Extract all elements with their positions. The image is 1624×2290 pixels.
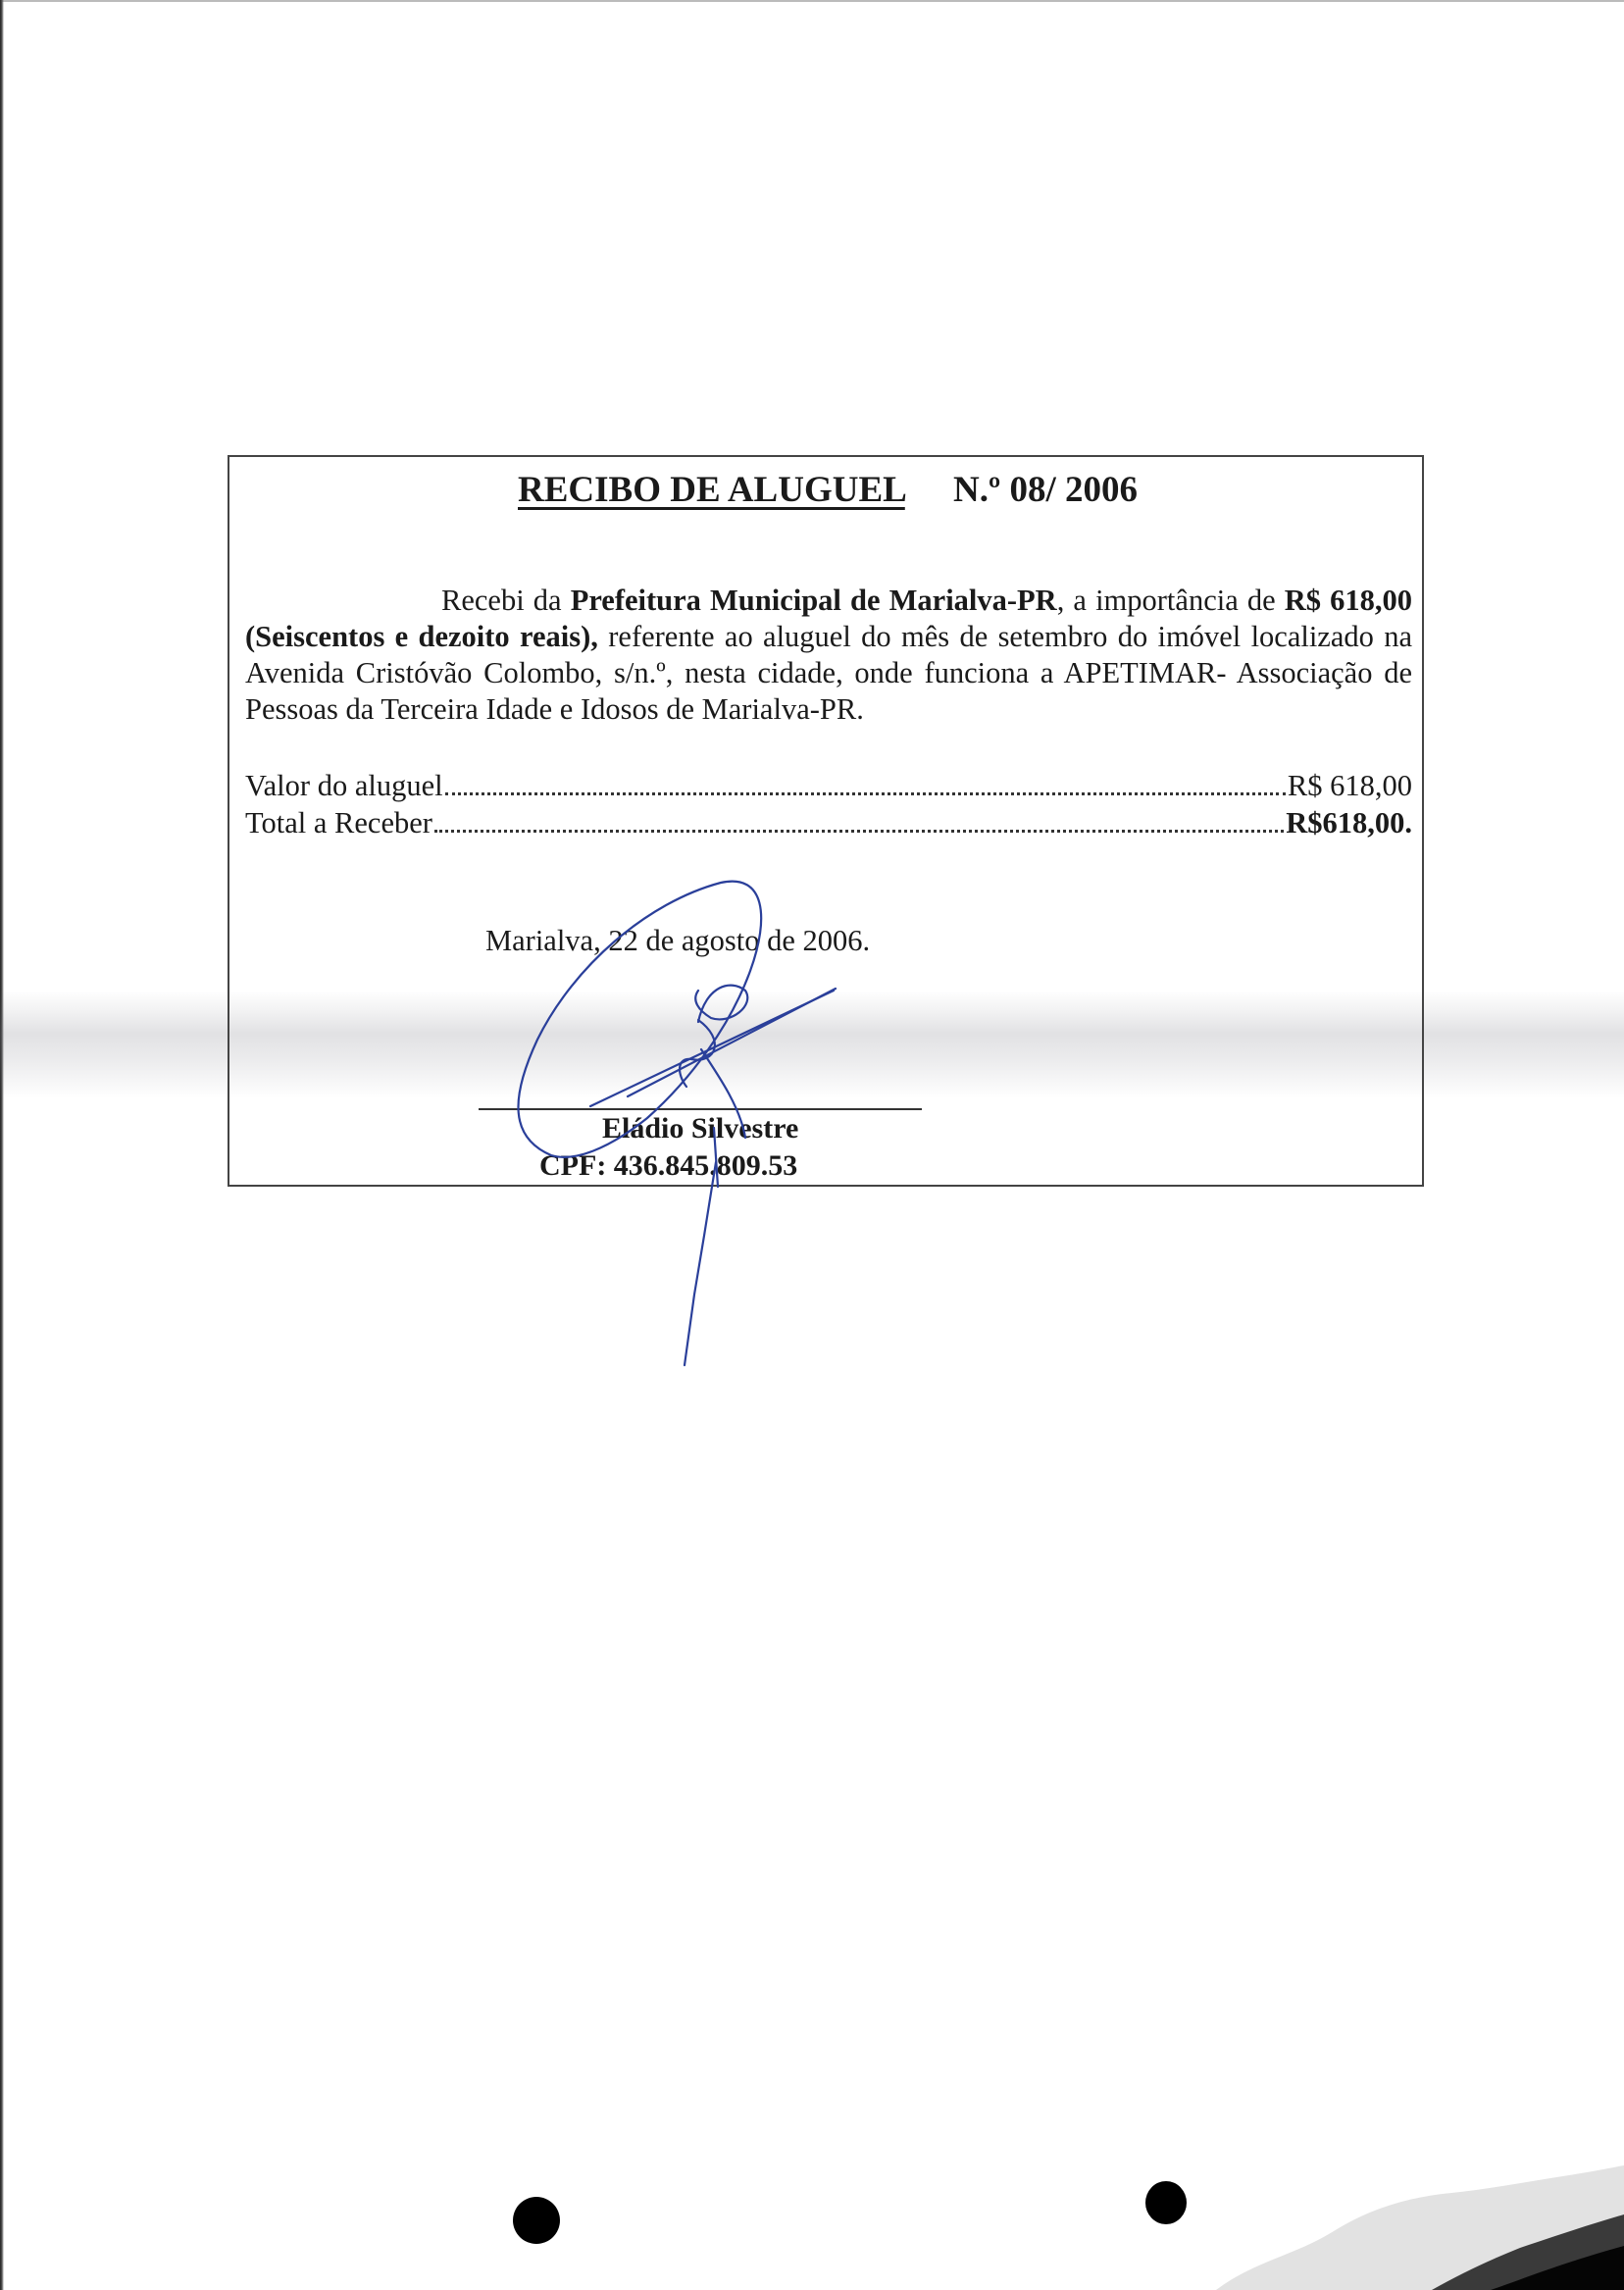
amount-in-words: R$ 618,00 (Seiscentos e dezoito reais), <box>245 584 1413 653</box>
punch-hole-left <box>513 2197 560 2244</box>
total-amount: R$618,00. <box>1286 806 1412 840</box>
total-label: Total a Receber <box>245 806 432 840</box>
place-date: Marialva, 22 de agosto de 2006. <box>485 924 871 957</box>
signer-cpf: CPF: 436.845.809.53 <box>539 1149 798 1182</box>
punch-hole-right <box>1145 2181 1187 2224</box>
receipt-title-text: RECIBO DE ALUGUEL <box>518 470 905 510</box>
body-lead: Recebi da <box>441 584 571 617</box>
rent-value-amount: R$ 618,00 <box>1287 769 1412 802</box>
receipt-number: N.º 08/ 2006 <box>953 470 1138 510</box>
body-rest: referente ao aluguel do mês de setembro do imóvel localizado na Avenida Cristóvão Colombo, s/n.º, nesta cidade, onde funciona a APETIMAR- Associação de Pessoas da Terceira Idade e Idosos de Marialva-PR. <box>245 620 1413 726</box>
payer-name: Prefeitura Municipal de Marialva-PR <box>570 584 1057 617</box>
body-middle: , a importância de <box>1056 584 1285 617</box>
signer-name: Eládio Silvestre <box>602 1112 799 1145</box>
rent-value-label: Valor do aluguel <box>245 769 443 802</box>
